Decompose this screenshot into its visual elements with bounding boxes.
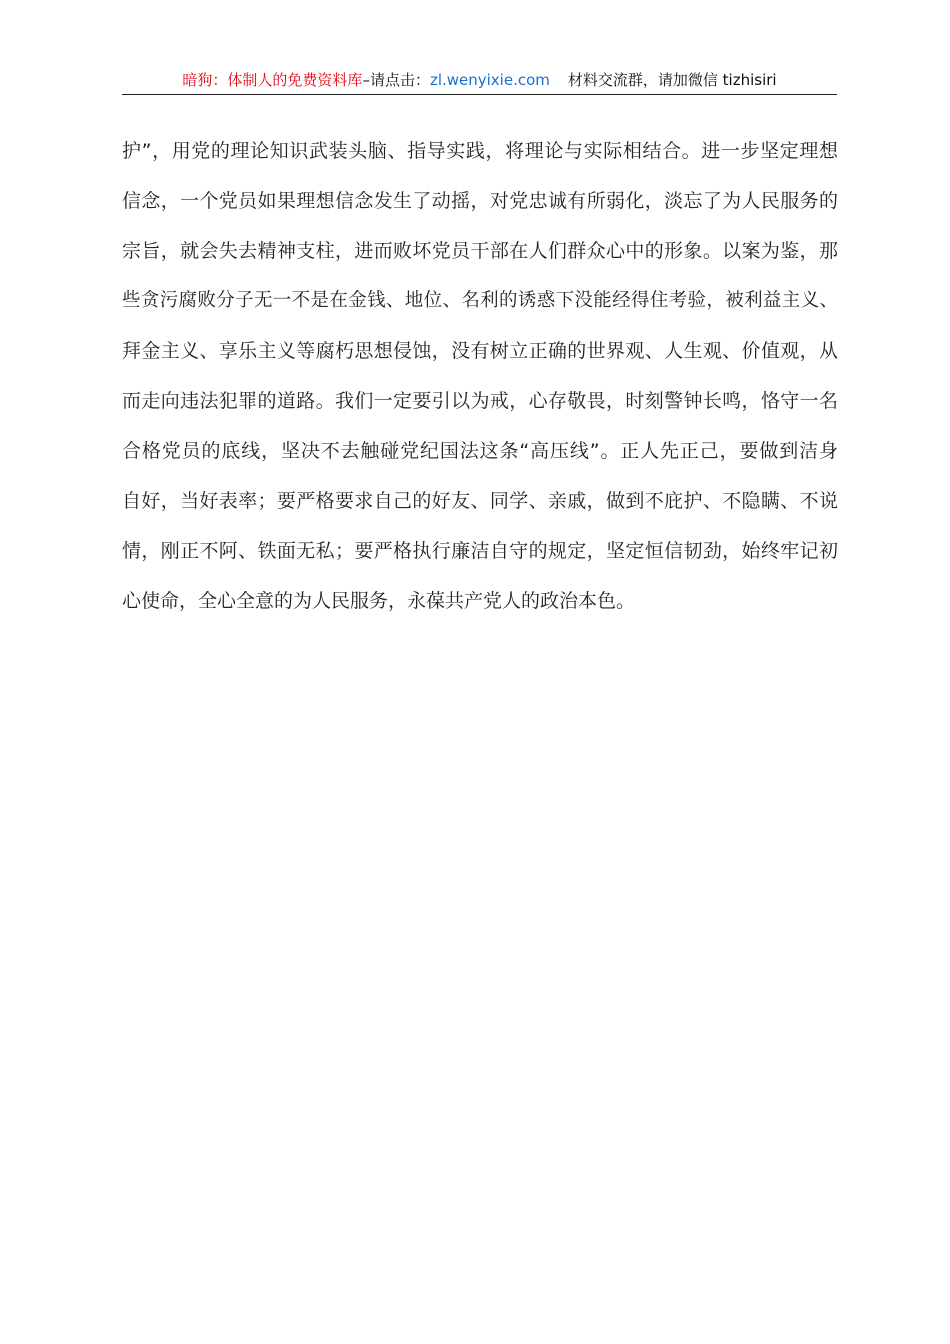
- body-line: 心使命，全心全意的为人民服务，永葆共产党人的政治本色。: [122, 590, 636, 612]
- page-header: [122, 70, 837, 95]
- header-brand: 暗狗：体制人的免费资料库: [182, 71, 363, 89]
- header-prompt: –请点击：: [362, 71, 430, 89]
- body-line: 情，刚正不阿、铁面无私；要严格执行廉洁自守的规定，坚定恒信韧劲，始终牢记初: [122, 540, 838, 562]
- body-line: 宗旨，就会失去精神支柱，进而败坏党员干部在人们群众心中的形象。以案为鉴，那: [122, 240, 838, 262]
- document-body: [122, 133, 838, 633]
- body-line: 拜金主义、享乐主义等腐朽思想侵蚀，没有树立正确的世界观、人生观、价值观，从: [122, 340, 838, 362]
- header-wechat-note: 材料交流群，请加微信 tizhisiri: [567, 71, 777, 89]
- body-line: 合格党员的底线，坚决不去触碰党纪国法这条“高压线”。正人先正己，要做到洁身: [122, 440, 838, 462]
- body-line: 信念，一个党员如果理想信念发生了动摇，对党忠诚有所弱化，淡忘了为人民服务的: [122, 190, 838, 212]
- header-url-link[interactable]: zl.wenyixie.com: [429, 71, 550, 89]
- body-line: 而走向违法犯罪的道路。我们一定要引以为戒，心存敬畏，时刻警钟长鸣，恪守一名: [122, 390, 838, 412]
- body-line: 自好，当好表率；要严格要求自己的好友、同学、亲戚，做到不庇护、不隐瞒、不说: [122, 490, 838, 512]
- body-line: 护”，用党的理论知识武装头脑、指导实践，将理论与实际相结合。进一步坚定理想: [122, 140, 838, 162]
- body-line: 些贪污腐败分子无一不是在金钱、地位、名利的诱惑下没能经得住考验，被利益主义、: [122, 290, 838, 311]
